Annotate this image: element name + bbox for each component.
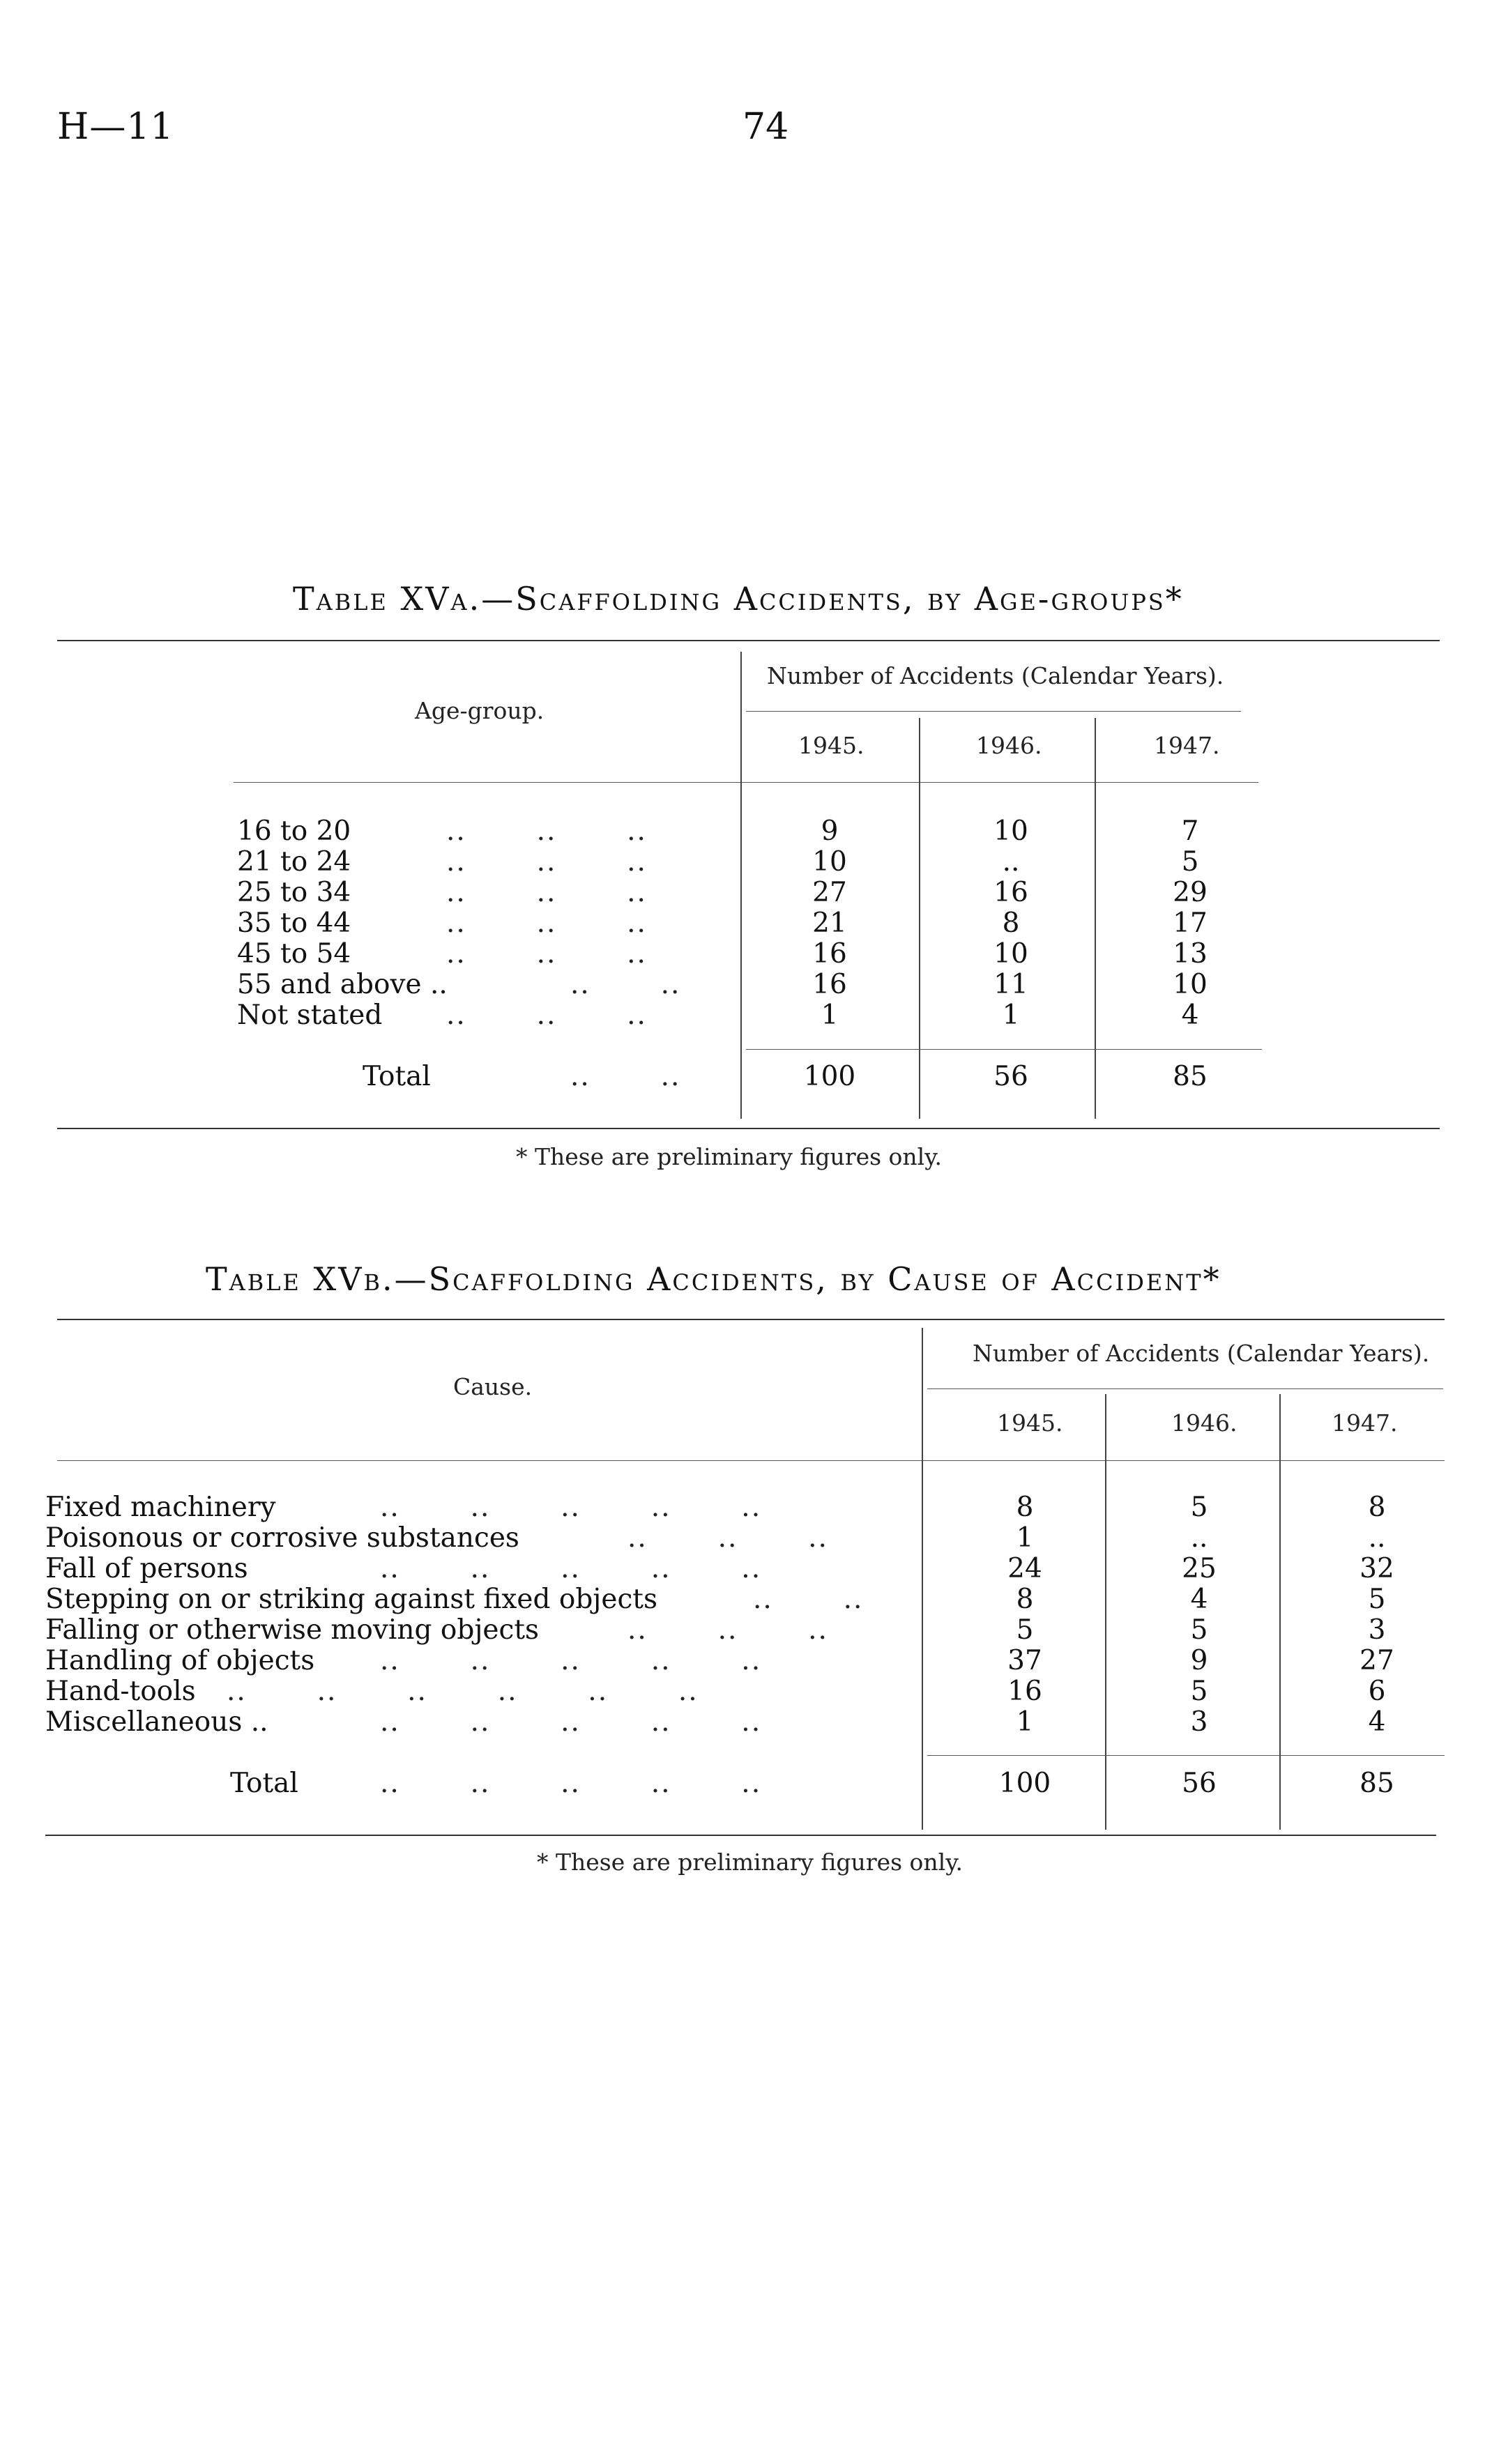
leader-dots: .. .. .. .. .. xyxy=(380,1768,762,1799)
table-b-row-header: Cause. xyxy=(453,1373,533,1400)
cell-1945: 27 xyxy=(812,877,847,908)
total-1947: 85 xyxy=(1360,1768,1394,1799)
row-label: Handling of objects xyxy=(45,1645,315,1676)
cell-1947: 4 xyxy=(1181,1000,1199,1031)
row-label: Miscellaneous .. xyxy=(45,1706,268,1738)
table-b-vline-2 xyxy=(1279,1394,1281,1830)
table-a-group-header: Number of Accidents (Calendar Years). xyxy=(767,662,1224,689)
cell-1945: 16 xyxy=(812,938,847,970)
cell-1946: .. xyxy=(1002,846,1020,878)
table-a-row-header: Age-group. xyxy=(415,697,544,724)
cell-1947: 29 xyxy=(1173,877,1208,908)
table-b-top-rule xyxy=(57,1319,1445,1320)
cell-1946: 16 xyxy=(993,877,1028,908)
table-b-title-prefix: Table XVb.— xyxy=(206,1260,429,1298)
cell-1945: 8 xyxy=(1016,1492,1034,1523)
table-b-year-0: 1945. xyxy=(997,1409,1063,1437)
table-b-year-1: 1946. xyxy=(1171,1409,1237,1437)
cell-1945: 10 xyxy=(812,846,847,878)
row-label: Not stated xyxy=(237,1000,383,1031)
table-a-title xyxy=(293,580,1184,618)
page-series: H—11 xyxy=(57,106,174,148)
cell-1946: 25 xyxy=(1182,1553,1217,1584)
cell-1947: 5 xyxy=(1368,1584,1386,1615)
cell-1947: 27 xyxy=(1360,1645,1394,1676)
leader-dots: .. .. .. .. .. xyxy=(380,1492,762,1523)
cell-1946: 5 xyxy=(1190,1614,1208,1646)
cell-1947: 17 xyxy=(1173,908,1208,939)
cell-1947: .. xyxy=(1368,1522,1386,1554)
cell-1945: 21 xyxy=(812,908,847,939)
leader-dots: .. .. .. xyxy=(446,846,647,878)
cell-1947: 4 xyxy=(1368,1706,1386,1738)
cell-1945: 1 xyxy=(821,1000,839,1031)
cell-1945: 1 xyxy=(1016,1522,1034,1554)
table-a-title-rest: Scaffolding Accidents, by Age-groups* xyxy=(515,580,1184,618)
cell-1947: 8 xyxy=(1368,1492,1386,1523)
table-b-total-rule xyxy=(927,1755,1445,1756)
cell-1947: 7 xyxy=(1181,816,1199,847)
leader-dots: .. .. .. .. .. .. xyxy=(227,1676,699,1707)
row-label: 16 to 20 xyxy=(237,816,351,847)
table-a-year-0: 1945. xyxy=(798,732,865,759)
page-number: 74 xyxy=(742,106,789,148)
total-1945: 100 xyxy=(998,1768,1051,1799)
row-label: 35 to 44 xyxy=(237,908,351,939)
table-a-total-rule xyxy=(746,1049,1262,1050)
leader-dots: .. .. .. .. .. xyxy=(380,1706,762,1738)
cell-1947: 32 xyxy=(1360,1553,1394,1584)
leader-dots: .. .. .. .. .. xyxy=(380,1645,762,1676)
table-b-header-rule xyxy=(57,1460,1445,1461)
cell-1945: 1 xyxy=(1016,1706,1034,1738)
cell-1947: 10 xyxy=(1173,969,1208,1000)
leader-dots: .. .. xyxy=(570,969,681,1000)
table-b-group-rule xyxy=(927,1388,1443,1389)
leader-dots: .. .. xyxy=(753,1584,864,1615)
table-a-group-rule xyxy=(746,711,1241,712)
cell-1946: 4 xyxy=(1190,1584,1208,1615)
cell-1946: 5 xyxy=(1190,1676,1208,1707)
table-b-title-rest: Scaffolding Accidents, by Cause of Accident* xyxy=(428,1260,1221,1298)
row-label: 25 to 34 xyxy=(237,877,351,908)
total-1947: 85 xyxy=(1173,1061,1208,1092)
cell-1946: 10 xyxy=(993,938,1028,970)
table-a-header-rule xyxy=(234,782,1258,783)
cell-1945: 8 xyxy=(1016,1584,1034,1615)
cell-1947: 5 xyxy=(1181,846,1199,878)
row-label: 55 and above .. xyxy=(237,969,448,1000)
total-label: Total xyxy=(363,1061,431,1092)
cell-1945: 37 xyxy=(1007,1645,1042,1676)
row-label: 21 to 24 xyxy=(237,846,351,878)
leader-dots: .. .. .. .. .. xyxy=(380,1553,762,1584)
total-1946: 56 xyxy=(1182,1768,1217,1799)
table-b-vline-1 xyxy=(1105,1394,1106,1830)
cell-1947: 3 xyxy=(1368,1614,1386,1646)
table-a-vline-2 xyxy=(1095,718,1096,1119)
table-a-year-1: 1946. xyxy=(976,732,1042,759)
cell-1947: 6 xyxy=(1368,1676,1386,1707)
table-a-vline-0 xyxy=(740,652,742,1119)
table-b-year-2: 1947. xyxy=(1332,1409,1398,1437)
cell-1946: 5 xyxy=(1190,1492,1208,1523)
cell-1945: 5 xyxy=(1016,1614,1034,1646)
row-label: 45 to 54 xyxy=(237,938,351,970)
table-b-title xyxy=(206,1260,1221,1298)
table-b-group-header: Number of Accidents (Calendar Years). xyxy=(973,1340,1430,1367)
cell-1946: 11 xyxy=(993,969,1028,1000)
cell-1947: 13 xyxy=(1173,938,1208,970)
total-label: Total xyxy=(230,1768,298,1799)
cell-1945: 9 xyxy=(821,816,839,847)
table-a-bottom-rule xyxy=(57,1128,1440,1129)
table-a-title-prefix: Table XVa.— xyxy=(293,580,516,618)
table-a-year-2: 1947. xyxy=(1154,732,1220,759)
table-a-footnote: * These are preliminary figures only. xyxy=(516,1143,942,1170)
row-label: Hand-tools xyxy=(45,1676,196,1707)
table-b-bottom-rule xyxy=(45,1835,1436,1836)
row-label: Fixed machinery xyxy=(45,1492,276,1523)
leader-dots: .. .. .. xyxy=(446,877,647,908)
total-1946: 56 xyxy=(993,1061,1028,1092)
cell-1946: 9 xyxy=(1190,1645,1208,1676)
leader-dots: .. .. .. xyxy=(627,1522,828,1554)
table-a-vline-1 xyxy=(919,718,920,1119)
cell-1945: 24 xyxy=(1007,1553,1042,1584)
cell-1945: 16 xyxy=(1007,1676,1042,1707)
total-1945: 100 xyxy=(803,1061,856,1092)
cell-1946: 8 xyxy=(1002,908,1020,939)
leader-dots: .. .. .. xyxy=(446,1000,647,1031)
cell-1946: 10 xyxy=(993,816,1028,847)
leader-dots: .. .. xyxy=(570,1061,681,1092)
cell-1946: 1 xyxy=(1002,1000,1020,1031)
row-label: Fall of persons xyxy=(45,1553,248,1584)
row-label: Poisonous or corrosive substances xyxy=(45,1522,519,1554)
table-a-top-rule xyxy=(57,640,1440,641)
cell-1946: 3 xyxy=(1190,1706,1208,1738)
table-b-vline-0 xyxy=(922,1328,923,1830)
cell-1945: 16 xyxy=(812,969,847,1000)
leader-dots: .. .. .. xyxy=(446,908,647,939)
table-b-footnote: * These are preliminary figures only. xyxy=(537,1849,963,1876)
row-label: Stepping on or striking against fixed objects xyxy=(45,1584,657,1615)
leader-dots: .. .. .. xyxy=(446,816,647,847)
cell-1946: .. xyxy=(1190,1522,1208,1554)
row-label: Falling or otherwise moving objects xyxy=(45,1614,540,1646)
leader-dots: .. .. .. xyxy=(446,938,647,970)
leader-dots: .. .. .. xyxy=(627,1614,828,1646)
